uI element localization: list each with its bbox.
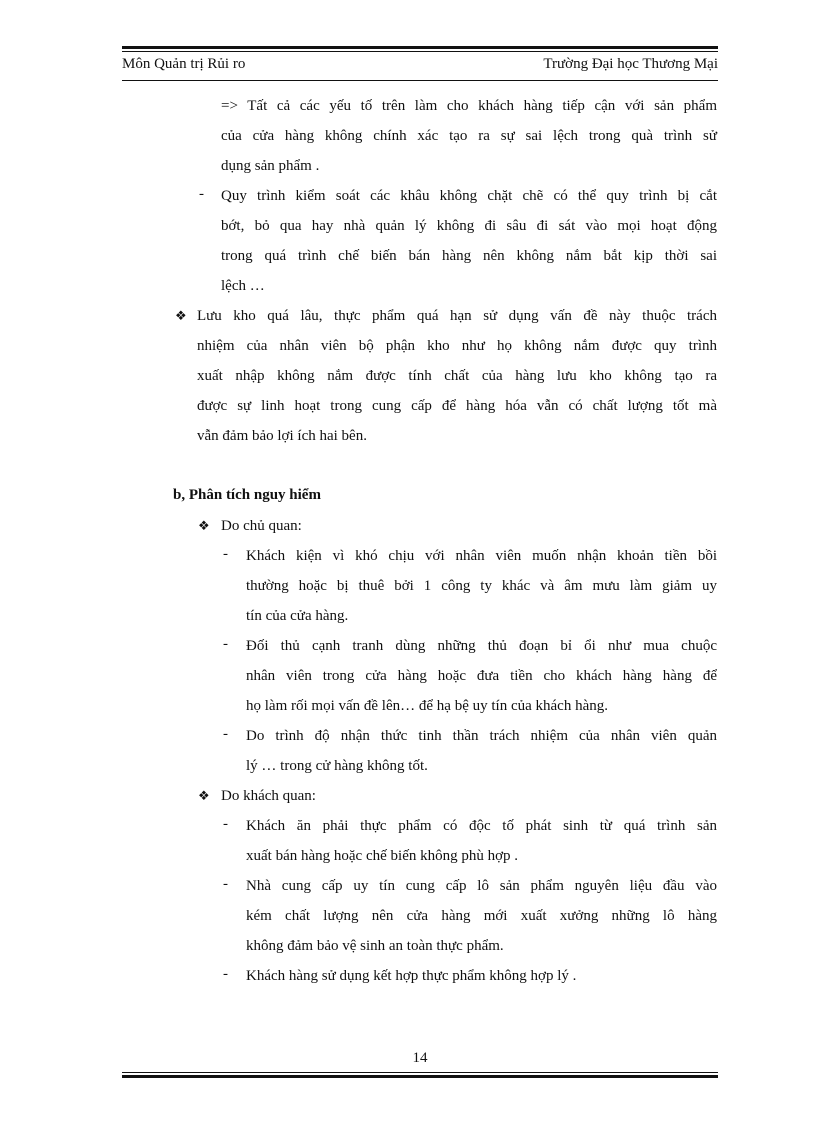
list-item-line: bớt, bỏ qua hay nhà quản lý không đi sâu đi sát vào mọi hoạt động [221,218,717,234]
list-item-line: Quy trình kiểm soát các khâu không chặt chẽ có thể quy trình bị cắt [221,188,717,204]
header-rule-thin [122,51,718,52]
list-item-line: Đối thủ cạnh tranh dùng những thủ đoạn bỉ ổi như mua chuộc [246,638,717,654]
dash-bullet: - [223,876,228,892]
dash-bullet: - [223,546,228,562]
dash-bullet: - [223,726,228,742]
list-item-line: Khách kiện vì khó chịu với nhân viên muốn nhận khoản tiền bồi [246,548,717,564]
footer-rule-thick [122,1075,718,1078]
dash-bullet: - [199,186,204,202]
subheading-objective: Do khách quan: [221,788,316,804]
header-rule-thick [122,46,718,49]
list-item-line: lý … trong cử hàng không tốt. [246,758,428,774]
list-item-line: Lưu kho quá lâu, thực phẩm quá hạn sử dụng vấn đề này thuộc trách [197,308,717,324]
list-item-line: lệch … [221,278,265,294]
paragraph-line: của cửa hàng không chính xác tạo ra sự sai lệch trong quà trình sử [221,128,717,144]
list-item-line: kém chất lượng nên cửa hàng mới xuất xưởng những lô hàng [246,908,717,924]
list-item-line: nhân viên trong cửa hàng hoặc đưa tiền cho khách hàng hàng để [246,668,717,684]
list-item-line: thường hoặc bị thuê bởi 1 công ty khác và âm mưu làm giảm uy [246,578,717,594]
list-item-line: trong quá trình chế biến bán hàng nên không nắm bắt kịp thời sai [221,248,717,264]
paragraph-line: => Tất cả các yếu tố trên làm cho khách hàng tiếp cận với sản phẩm [221,98,717,114]
subheading-subjective: Do chủ quan: [221,518,302,534]
dash-bullet: - [223,816,228,832]
list-item-line: Nhà cung cấp uy tín cung cấp lô sản phẩm nguyên liệu đầu vào [246,878,717,894]
list-item-line: xuất bán hàng hoặc chế biến không phù hợp . [246,848,519,864]
header-rule-bottom [122,80,718,81]
section-heading: b, Phân tích nguy hiểm [173,487,321,503]
list-item-line: Khách ăn phải thực phẩm có độc tố phát sinh từ quá trình sản [246,818,717,834]
list-item-line: vẫn đảm bảo lợi ích hai bên. [197,428,367,444]
list-item-line: tín của cửa hàng. [246,608,349,624]
header-university: Trường Đại học Thương Mại [543,56,718,72]
list-item-line: Do trình độ nhận thức tinh thần trách nhiệm của nhân viên quản [246,728,717,744]
header-course-title: Môn Quản trị Rủi ro [122,56,246,72]
page-number: 14 [412,1050,428,1066]
dash-bullet: - [223,966,228,982]
list-item-line: được sự linh hoạt trong cung cấp để hàng hóa vẫn có chất lượng tốt mà [197,398,717,414]
list-item-line: họ làm rối mọi vấn đề lên… để hạ bệ uy tín của khách hàng. [246,698,608,714]
paragraph-line: dụng sản phẩm . [221,158,320,174]
footer-rule-thin [122,1072,718,1073]
diamond-bullet-icon: ❖ [198,518,210,533]
list-item-line: nhiệm của nhân viên bộ phận kho như họ không nắm được quy trình [197,338,717,354]
list-item-line: không đảm bảo vệ sinh an toàn thực phẩm. [246,938,504,954]
diamond-bullet-icon: ❖ [175,308,187,323]
diamond-bullet-icon: ❖ [198,788,210,803]
list-item-line: xuất nhập không nắm được tính chất của hàng lưu kho không tạo ra [197,368,717,384]
dash-bullet: - [223,636,228,652]
list-item-line: Khách hàng sử dụng kết hợp thực phẩm không hợp lý . [246,968,577,984]
